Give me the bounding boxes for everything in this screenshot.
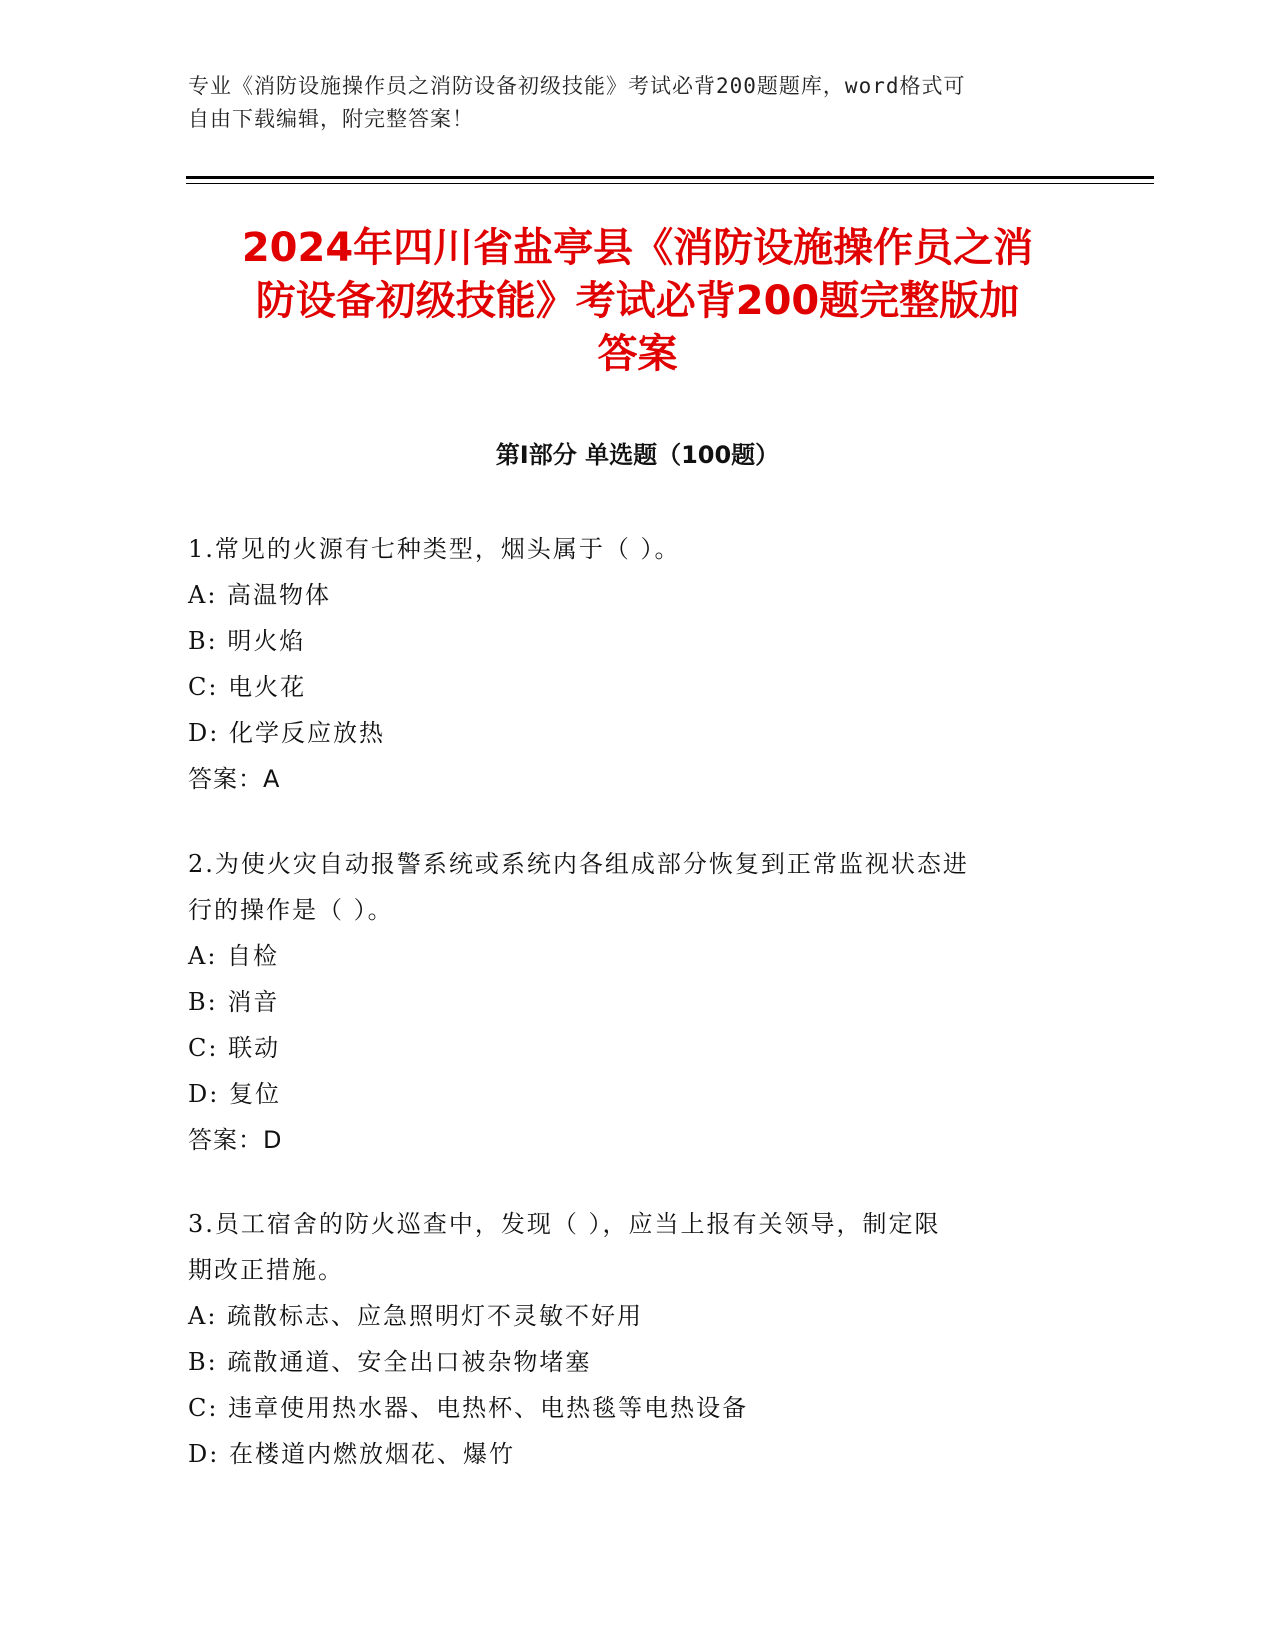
title-line-1: 2024年四川省盐亭县《消防设施操作员之消 xyxy=(241,225,1034,271)
option-c: C: 违章使用热水器、电热杯、电热毯等电热设备 xyxy=(188,1394,749,1422)
question-text: 1.常见的火源有七种类型，烟头属于（ ）。 xyxy=(188,535,681,563)
option-c: C: 电火花 xyxy=(188,673,307,701)
document-header-note xyxy=(188,70,1068,136)
answer: 答案：A xyxy=(188,765,281,793)
header-note-line-2: 自由下载编辑，附完整答案！ xyxy=(188,107,474,131)
question-text-line-2: 期改正措施。 xyxy=(188,1256,344,1284)
document-title xyxy=(150,222,1125,381)
header-divider-thick xyxy=(186,176,1154,179)
question-text-line-1: 2.为使火灾自动报警系统或系统内各组成部分恢复到正常监视状态进 xyxy=(188,850,969,878)
title-line-2: 防设备初级技能》考试必背200题完整版加 xyxy=(255,278,1020,324)
question-1 xyxy=(188,526,1068,802)
option-d: D: 化学反应放热 xyxy=(188,719,385,747)
question-2 xyxy=(188,841,1068,1163)
option-d: D: 复位 xyxy=(188,1080,281,1108)
option-c: C: 联动 xyxy=(188,1034,281,1062)
option-a: A: 高温物体 xyxy=(188,581,332,609)
header-divider-thin xyxy=(186,183,1154,184)
question-3 xyxy=(188,1201,1068,1477)
question-text-line-1: 3.员工宿舍的防火巡查中，发现（ ），应当上报有关领导，制定限 xyxy=(188,1210,941,1238)
header-note-line-1: 专业《消防设施操作员之消防设备初级技能》考试必背200题题库，word格式可 xyxy=(188,74,966,98)
option-b: B: 消音 xyxy=(188,988,280,1016)
option-b: B: 疏散通道、安全出口被杂物堵塞 xyxy=(188,1348,592,1376)
title-line-3: 答案 xyxy=(597,331,678,377)
option-a: A: 自检 xyxy=(188,942,280,970)
option-b: B: 明火焰 xyxy=(188,627,306,655)
option-d: D: 在楼道内燃放烟花、爆竹 xyxy=(188,1440,515,1468)
question-text-line-2: 行的操作是（ ）。 xyxy=(188,896,394,924)
answer: 答案：D xyxy=(188,1126,283,1154)
option-a: A: 疏散标志、应急照明灯不灵敏不好用 xyxy=(188,1302,644,1330)
section-heading: 第I部分 单选题（100题） xyxy=(495,441,780,469)
